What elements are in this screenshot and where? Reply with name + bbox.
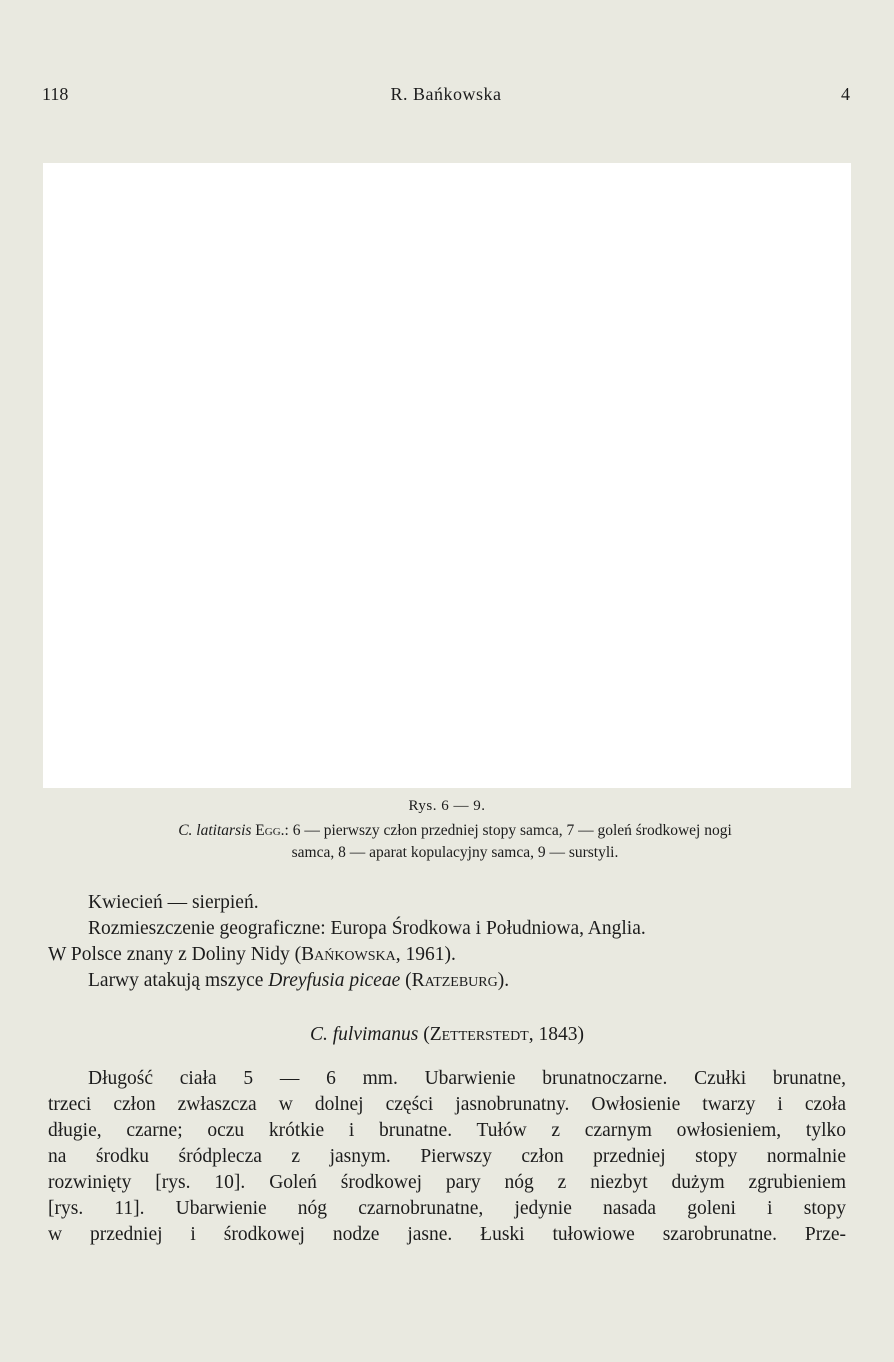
flight-period: Kwiecień — sierpień. xyxy=(88,892,259,913)
distribution-paragraph xyxy=(48,890,846,994)
description-line: [rys. 11]. Ubarwienie nóg czarnobrunatne, jedynie nasada goleni i stopy xyxy=(48,1198,846,1219)
section-number: 4 xyxy=(841,84,850,104)
figure-image-area xyxy=(43,163,851,788)
page-header xyxy=(42,84,850,114)
caption-text-line2: samca, 8 — aparat kopulacyjny samca, 9 — surstyli. xyxy=(291,844,619,861)
description-line: długie, czarne; oczu krótkie i brunatne. Tułów z czarnym owłosieniem, tylko xyxy=(48,1120,846,1141)
caption-author: Egg. xyxy=(255,822,285,839)
species-heading: C. fulvimanus (Zetterstedt, 1843) xyxy=(310,1024,584,1045)
figure-caption xyxy=(62,820,848,864)
description-line: trzeci człon zwłaszcza w dolnej części jasnobrunatny. Owłosienie twarzy i czoła xyxy=(48,1094,846,1115)
caption-text-line1: : 6 — pierwszy człon przedniej stopy samca, 7 — goleń środkowej nogi xyxy=(284,822,732,839)
figure-title: Rys. 6 — 9. xyxy=(408,798,486,814)
caption-genus: C. latitarsis xyxy=(178,822,252,839)
distribution-line: Rozmieszczenie geograficzne: Europa Środkowa i Południowa, Anglia. xyxy=(88,918,646,939)
larvae-line: Larwy atakują mszyce Dreyfusia piceae (Ratzeburg). xyxy=(88,970,510,991)
description-paragraph xyxy=(48,1066,846,1248)
page-number: 118 xyxy=(42,84,69,104)
description-line: w przedniej i środkowej nodze jasne. Łuski tułowiowe szarobrunatne. Prze- xyxy=(48,1224,846,1245)
species-author: Zetterstedt xyxy=(429,1024,529,1045)
description-line: Długość ciała 5 — 6 mm. Ubarwienie brunatnoczarne. Czułki brunatne, xyxy=(88,1068,846,1089)
running-author: R. Bańkowska xyxy=(390,84,502,104)
poland-line: W Polsce znany z Doliny Nidy (Bańkowska, 1961). xyxy=(48,944,456,965)
description-line: rozwinięty [rys. 10]. Goleń środkowej pary nóg z niezbyt dużym zgrubieniem xyxy=(48,1172,846,1193)
description-line: na środku śródplecza z jasnym. Pierwszy człon przedniej stopy normalnie xyxy=(48,1146,846,1167)
species-name: C. fulvimanus xyxy=(310,1024,419,1045)
